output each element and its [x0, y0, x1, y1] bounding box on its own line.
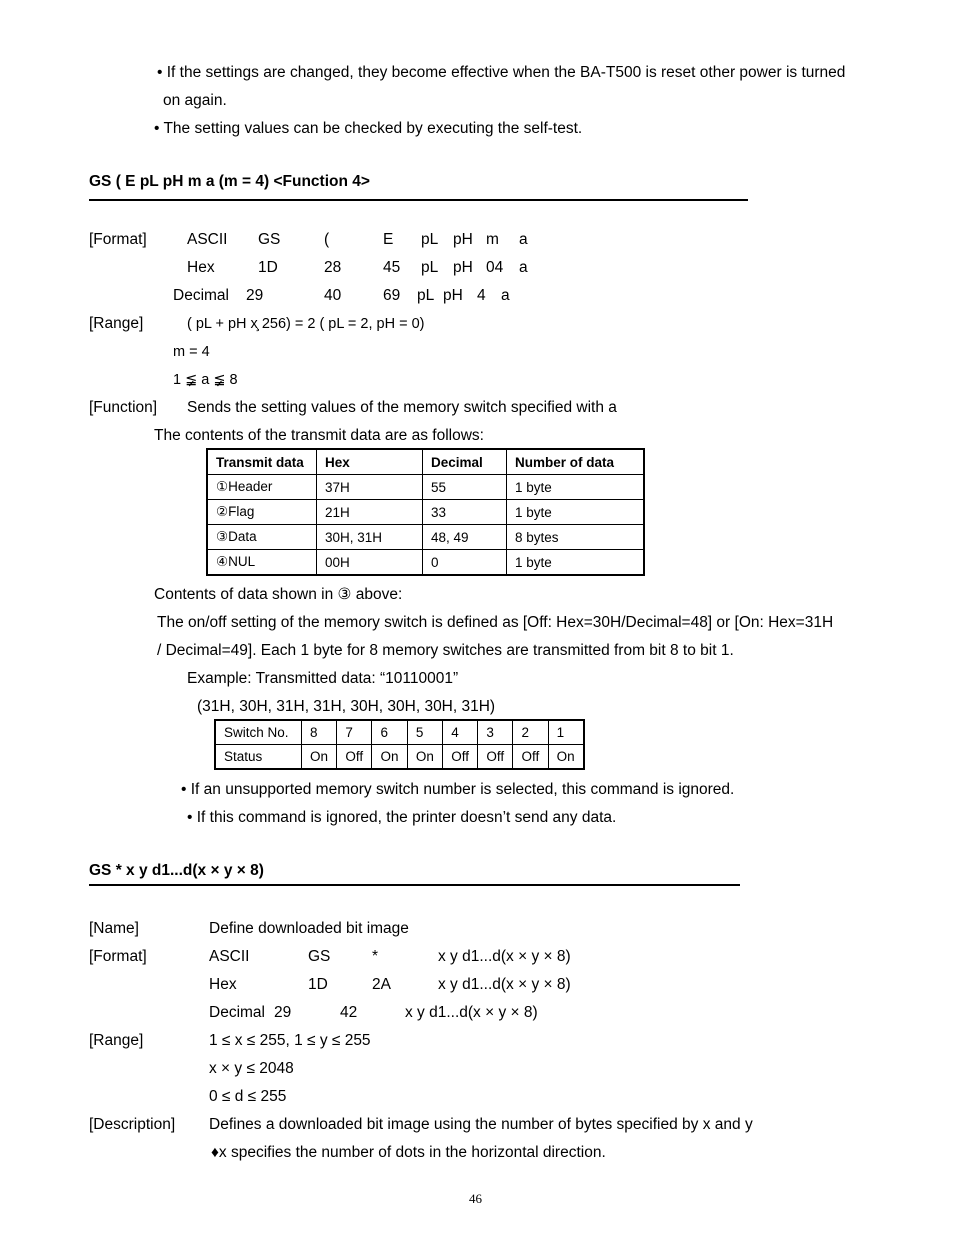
format-cell: ASCII	[187, 231, 228, 248]
format-cell: 28	[324, 259, 342, 276]
format-cell: *	[372, 948, 379, 965]
format-cell: Decimal	[209, 1004, 265, 1021]
table-cell: ④NUL	[207, 550, 317, 576]
name-text: Define downloaded bit image	[209, 920, 409, 937]
description-bullet: ♦x specifies the number of dots in the horizontal direction.	[211, 1144, 606, 1161]
table-cell: 1 byte	[507, 500, 645, 525]
onoff-line-2: / Decimal=49]. Each 1 byte for 8 memory switches are transmitted from bit 8 to bit 1.	[157, 642, 734, 659]
table-header-cell: Decimal	[423, 449, 507, 475]
format-cell: 4	[477, 287, 486, 304]
description-label: [Description]	[89, 1116, 176, 1133]
table-cell: Status	[215, 745, 302, 770]
format-cell: 40	[324, 287, 342, 304]
format-cell: 04	[486, 259, 504, 276]
table-cell: ①Header	[207, 475, 317, 500]
table-header-cell: Number of data	[507, 449, 645, 475]
range-line-2: m = 4	[173, 344, 210, 360]
format-cell: pH	[453, 259, 473, 276]
format-cell: 1D	[258, 259, 278, 276]
format-cell: GS	[308, 948, 331, 965]
table-cell: On	[548, 745, 584, 770]
example-hex: (31H, 30H, 31H, 31H, 30H, 30H, 30H, 31H)	[197, 698, 496, 715]
table-header-cell: Hex	[317, 449, 423, 475]
section-1-heading: GS ( E pL pH m a (m = 4) <Function 4>	[89, 173, 370, 190]
note-1: • If an unsupported memory switch number is selected, this command is ignored.	[181, 781, 735, 798]
format-cell: x y d1...d(x × y × 8)	[438, 976, 571, 993]
function-label: [Function]	[89, 399, 158, 416]
transmit-intro: The contents of the transmit data are as follows:	[154, 427, 484, 444]
table-cell: 8	[302, 720, 337, 745]
format-cell: a	[519, 259, 528, 276]
format-cell: x y d1...d(x × y × 8)	[405, 1004, 538, 1021]
switch-number-row	[215, 720, 584, 745]
table-row	[207, 550, 644, 576]
format-cell: (	[324, 231, 330, 248]
range-line-3: 1 ≨ a ≨ 8	[173, 372, 238, 388]
table-cell: 8 bytes	[507, 525, 645, 550]
format-cell: 69	[383, 287, 401, 304]
table-cell: On	[407, 745, 442, 770]
range-label: [Range]	[89, 315, 144, 332]
format-cell: ASCII	[209, 948, 250, 965]
table-cell: 4	[443, 720, 478, 745]
format-cell: Decimal	[173, 287, 229, 304]
format-cell: 1D	[308, 976, 328, 993]
note-2: • If this command is ignored, the printer doesn’t send any data.	[187, 809, 617, 826]
intro-bullet-1-line-1: • If the settings are changed, they become effective when the BA-T500 is reset other power is turned	[157, 64, 846, 81]
onoff-line-1: The on/off setting of the memory switch is defined as [Off: Hex=30H/Decimal=48] or [On: Hex=31H	[157, 614, 834, 631]
table-cell: Switch No.	[215, 720, 302, 745]
table-cell: 48, 49	[423, 525, 507, 550]
format-cell: m	[486, 231, 499, 248]
table-cell: 1 byte	[507, 475, 645, 500]
function-text: Sends the setting values of the memory switch specified with a	[187, 399, 617, 416]
table-cell: 0	[423, 550, 507, 576]
format-cell: E	[383, 231, 394, 248]
section-2-rule	[89, 884, 740, 886]
table-cell: Off	[337, 745, 372, 770]
range-line-1-2: 1 ≤ x ≤ 255, 1 ≤ y ≤ 255	[209, 1032, 371, 1049]
format-cell: 45	[383, 259, 401, 276]
format-cell: pL	[421, 231, 439, 248]
table-cell: Off	[443, 745, 478, 770]
section-2-heading: GS * x y d1...d(x × y × 8)	[89, 862, 264, 879]
format-cell: a	[519, 231, 528, 248]
name-label: [Name]	[89, 920, 139, 937]
table-cell: 7	[337, 720, 372, 745]
format-cell: Hex	[187, 259, 215, 276]
format-label-2: [Format]	[89, 948, 147, 965]
intro-bullet-1-line-2: on again.	[163, 92, 227, 109]
format-cell: GS	[258, 231, 281, 248]
table-cell: 3	[478, 720, 513, 745]
transmit-data-table	[206, 448, 645, 576]
format-cell: pL	[421, 259, 439, 276]
table-cell: 2	[513, 720, 548, 745]
table-cell: 55	[423, 475, 507, 500]
switch-table	[214, 719, 585, 770]
example-text: Example: Transmitted data: “10110001”	[187, 670, 459, 687]
format-label: [Format]	[89, 231, 147, 248]
table-cell: Off	[478, 745, 513, 770]
table-cell: 00H	[317, 550, 423, 576]
intro-bullet-2: • The setting values can be checked by executing the self-test.	[154, 120, 583, 137]
format-cell: pL	[417, 287, 435, 304]
table-row	[207, 500, 644, 525]
table-row	[207, 475, 644, 500]
range-line-2-2: x × y ≤ 2048	[209, 1060, 294, 1077]
table-cell: 37H	[317, 475, 423, 500]
table-header-row	[207, 449, 644, 475]
table-cell: 6	[372, 720, 407, 745]
format-cell: 29	[274, 1004, 292, 1021]
contents-note: Contents of data shown in ③ above:	[154, 586, 403, 603]
format-cell: x y d1...d(x × y × 8)	[438, 948, 571, 965]
table-header-cell: Transmit data	[207, 449, 317, 475]
format-cell: 2A	[372, 976, 391, 993]
table-row	[207, 525, 644, 550]
table-cell: 33	[423, 500, 507, 525]
format-cell: a	[501, 287, 510, 304]
format-cell: pH	[453, 231, 473, 248]
switch-status-row	[215, 745, 584, 770]
table-cell: 21H	[317, 500, 423, 525]
table-cell: On	[302, 745, 337, 770]
range-label-2: [Range]	[89, 1032, 144, 1049]
format-cell: 29	[246, 287, 264, 304]
format-cell: 42	[340, 1004, 358, 1021]
format-cell: Hex	[209, 976, 237, 993]
page-number: 46	[469, 1191, 482, 1206]
table-cell: 1	[548, 720, 584, 745]
table-cell: 5	[407, 720, 442, 745]
range-line-1: ( pL + pH x̧ 256) = 2 ( pL = 2, pH = 0)	[187, 316, 425, 332]
section-1-rule	[89, 199, 748, 201]
format-cell: pH	[443, 287, 463, 304]
table-cell: 30H, 31H	[317, 525, 423, 550]
table-cell: ③Data	[207, 525, 317, 550]
range-line-3-2: 0 ≤ d ≤ 255	[209, 1088, 287, 1105]
table-cell: On	[372, 745, 407, 770]
description-text: Defines a downloaded bit image using the number of bytes specified by x and y	[209, 1116, 753, 1133]
table-cell: Off	[513, 745, 548, 770]
table-cell: ②Flag	[207, 500, 317, 525]
table-cell: 1 byte	[507, 550, 645, 576]
